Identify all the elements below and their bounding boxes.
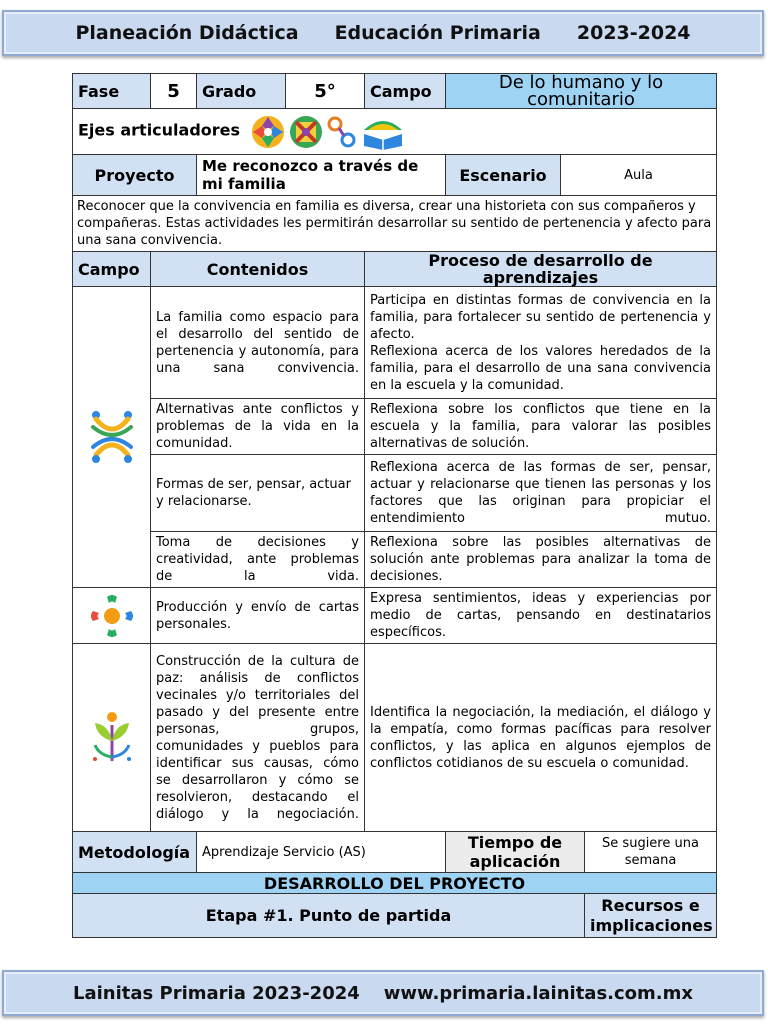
humano-comunitario-icon bbox=[88, 409, 136, 465]
escenario-value: Aula bbox=[561, 155, 717, 196]
pda-cell bbox=[365, 287, 717, 399]
proyecto-value: Me reconozco a través de mi familia bbox=[197, 155, 446, 196]
ejes-label: Ejes articuladores bbox=[78, 120, 241, 139]
campo-cell-etica bbox=[73, 644, 151, 832]
metodologia-label: Metodología bbox=[73, 832, 197, 873]
escenario-label: Escenario bbox=[446, 155, 561, 196]
pda-text: Participa en distintas formas de convivencia en la familia, para fortalecer su sentido de pertenencia y afecto. bbox=[370, 292, 711, 342]
pensamiento-critico-icon bbox=[288, 114, 324, 150]
ejes-row bbox=[73, 109, 717, 155]
fase-value: 5 bbox=[151, 74, 197, 109]
col-header-pda: Proceso de desarrollo de aprendizajes bbox=[365, 252, 717, 287]
grado-label: Grado bbox=[197, 74, 286, 109]
fase-label: Fase bbox=[73, 74, 151, 109]
etapa-label: Etapa #1. Punto de partida bbox=[73, 894, 585, 938]
pda-cell: Expresa sentimientos, ideas y experiencias por medio de cartas, pensando en destinatarios específicos. bbox=[365, 588, 717, 644]
content-cell: Alternativas ante conflictos y problemas de la vida en la comunidad. bbox=[151, 399, 365, 455]
etica-naturaleza-icon bbox=[89, 711, 135, 765]
lectura-icon bbox=[360, 114, 406, 150]
pda-cell: Identifica la negociación, la mediación, el diálogo y la empatía, como formas pacíficas para resolver conflictos, y las aplica en algunos ejemplos de conflictos cotidianos de su escuela o comunidad. bbox=[365, 644, 717, 832]
grado-value: 5° bbox=[286, 74, 365, 109]
col-header-contenidos: Contenidos bbox=[151, 252, 365, 287]
pda-text: Reflexiona acerca de los valores heredados de la familia, para el desarrollo de una sana convivencia en la escuela y la comunidad. bbox=[370, 343, 711, 393]
inclusion-icon bbox=[250, 114, 286, 150]
campo-label: Campo bbox=[365, 74, 446, 109]
content-cell: Construcción de la cultura de paz: análisis de conflictos vecinales y/o territoriales del pasado y del presente entre personas, grupos, comunidades y pueblos para identificar sus causas, cómo se desarrollaron y cómo se resolvieron, destacando el diálogo y la negociación. bbox=[151, 644, 365, 832]
proyecto-label: Proyecto bbox=[73, 155, 197, 196]
recursos-label: Recursos e implicaciones bbox=[585, 894, 717, 938]
header-level: Educación Primaria bbox=[334, 22, 541, 44]
page-header bbox=[2, 10, 764, 56]
interculturalidad-icon bbox=[326, 114, 358, 150]
footer-url: www.primaria.lainitas.com.mx bbox=[383, 982, 693, 1004]
planeacion-table bbox=[72, 73, 717, 938]
campo-value: De lo humano y lo comunitario bbox=[446, 74, 717, 109]
pda-cell: Reflexiona acerca de las formas de ser, pensar, actuar y relacionarse que tienen las personas y los factores que las originan para propiciar el entendimiento mutuo. bbox=[365, 455, 717, 532]
header-title: Planeación Didáctica bbox=[75, 22, 299, 44]
tiempo-value: Se sugiere una semana bbox=[585, 832, 717, 873]
project-description: Reconocer que la convivencia en familia es diversa, crear una historieta con sus compañeros y compañeras. Estas actividades les permitirán desarrollar su sentido de pertenencia y afecto para una sana convivencia. bbox=[73, 196, 717, 252]
metodologia-value: Aprendizaje Servicio (AS) bbox=[197, 832, 446, 873]
campo-cell-humano bbox=[73, 287, 151, 588]
content-cell: Toma de decisiones y creatividad, ante problemas de la vida. bbox=[151, 532, 365, 588]
page-footer bbox=[2, 970, 764, 1016]
pda-cell: Reflexiona sobre las posibles alternativas de solución ante problemas para analizar la toma de decisiones. bbox=[365, 532, 717, 588]
col-header-campo: Campo bbox=[73, 252, 151, 287]
content-cell: Producción y envío de cartas personales. bbox=[151, 588, 365, 644]
footer-site-name: Lainitas Primaria 2023-2024 bbox=[73, 982, 360, 1004]
header-year: 2023-2024 bbox=[576, 22, 691, 44]
lenguajes-icon bbox=[89, 593, 135, 639]
ejes-icons bbox=[250, 114, 406, 150]
content-cell: La familia como espacio para el desarrollo del sentido de pertenencia y autonomía, para una sana convivencia. bbox=[151, 287, 365, 399]
content-cell: Formas de ser, pensar, actuar y relacionarse. bbox=[151, 455, 365, 532]
desarrollo-title: DESARROLLO DEL PROYECTO bbox=[73, 873, 717, 894]
pda-cell: Reflexiona sobre los conflictos que tiene en la escuela y la familia, para valorar las posibles alternativas de solución. bbox=[365, 399, 717, 455]
tiempo-label: Tiempo de aplicación bbox=[446, 832, 585, 873]
campo-cell-lenguajes bbox=[73, 588, 151, 644]
